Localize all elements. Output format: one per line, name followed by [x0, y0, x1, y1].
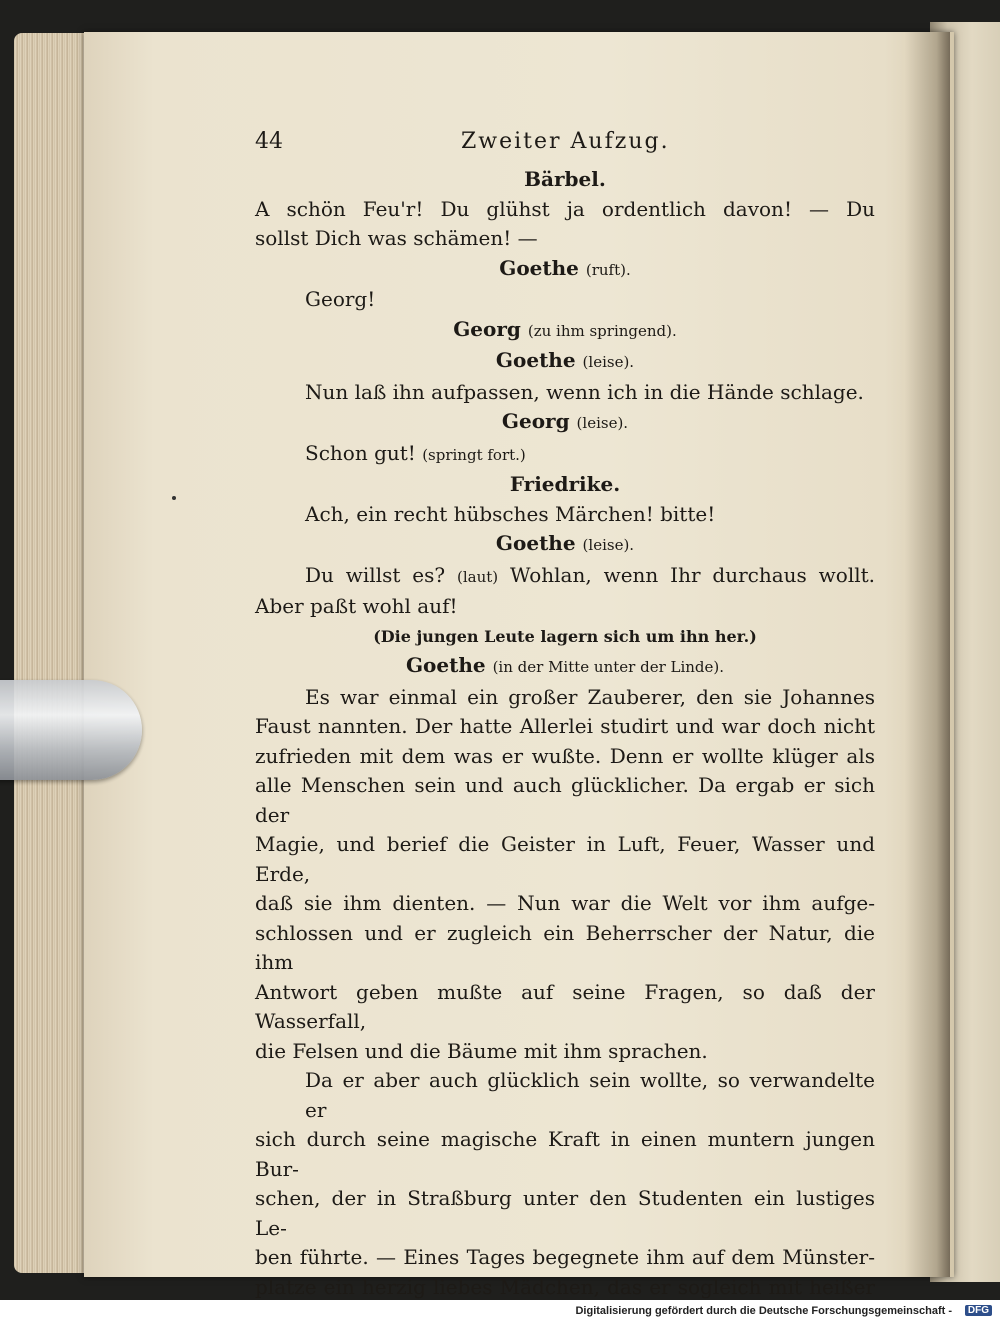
- text-line: die Felsen und die Bäume mit ihm sprachen.: [255, 1038, 708, 1063]
- stage-direction: (leise).: [576, 414, 629, 432]
- speaker-name: Friedrike.: [509, 472, 621, 496]
- gutter-shadow: [905, 32, 950, 1277]
- speaker-heading: [255, 254, 875, 286]
- page-header: [255, 125, 875, 165]
- text-line: platze ein herzig liebes Mädchen, das er sogleich mit heißer: [255, 1274, 875, 1299]
- text-line: daß sie ihm dienten. — Nun war die Welt vor ihm aufge-: [255, 891, 875, 915]
- speaker-heading: [255, 407, 875, 439]
- speaker-name: Goethe: [499, 255, 579, 280]
- speaker-heading: [255, 346, 875, 378]
- funding-credit: Digitalisierung gefördert durch die Deutsche Forschungsgemeinschaft -: [575, 1305, 952, 1317]
- text-line: schlossen und er zugleich ein Beherrscher der Natur, die ihm: [255, 920, 875, 974]
- text-line: sich durch seine magische Kraft in einen muntern jungen Bur-: [255, 1127, 875, 1181]
- text-line: Nun laß ihn aufpassen, wenn ich in die Hände schlage.: [305, 379, 864, 404]
- stage-direction: (ruft).: [585, 260, 631, 279]
- stage-direction: (leise).: [582, 536, 635, 554]
- speaker-name: Georg: [453, 316, 521, 341]
- running-head: Zweiter Aufzug.: [461, 129, 670, 154]
- speaker-name: Bärbel.: [524, 167, 606, 191]
- text-line: zufrieden mit dem was er wußte. Denn er wollte klüger als: [255, 743, 875, 768]
- speaker-name: Goethe: [495, 531, 576, 555]
- stage-direction: (leise).: [582, 353, 635, 371]
- line-text: Wohlan, wenn Ihr durchaus wollt.: [510, 562, 876, 587]
- line-text: Schon gut!: [305, 440, 416, 465]
- text-line: [255, 561, 875, 593]
- stage-direction: (zu ihm springend).: [527, 321, 677, 340]
- ink-speck: [172, 496, 176, 500]
- text-line: Ach, ein recht hübsches Märchen! bitte!: [305, 501, 716, 526]
- text-line: Georg!: [305, 287, 376, 311]
- stage-direction: (Die jungen Leute lagern sich um ihn her.): [373, 626, 757, 646]
- speaker-heading: [255, 315, 875, 347]
- text-line: Da er aber auch glücklich sein wollte, so verwandelte er: [305, 1068, 875, 1122]
- text-line: [255, 439, 875, 471]
- text-line: Magie, und berief die Geister in Luft, Feuer, Wasser und Erde,: [255, 832, 875, 886]
- page-number: 44: [255, 129, 283, 154]
- text-line: alle Menschen sein und auch glücklicher. Da ergab er sich der: [255, 773, 875, 827]
- speaker-heading: [255, 651, 875, 683]
- stage-direction: (laut): [457, 567, 499, 586]
- page-clip: [0, 680, 142, 780]
- text-line: Aber paßt wohl auf!: [255, 594, 458, 618]
- stage-direction: (springt fort.): [422, 445, 526, 464]
- speaker-heading: [255, 165, 875, 195]
- text-line: ben führte. — Eines Tages begegnete ihm auf dem Münster-: [255, 1245, 875, 1269]
- text-line: Faust nannten. Der hatte Allerlei studirt und war doch nicht: [255, 714, 875, 738]
- text-line: Es war einmal ein großer Zauberer, den sie Johannes: [305, 684, 875, 709]
- text-line: schen, der in Straßburg unter den Studenten ein lustiges Le-: [255, 1186, 875, 1240]
- speaker-name: Georg: [501, 409, 570, 433]
- speaker-name: Goethe: [495, 348, 576, 372]
- stage-direction: (in der Mitte unter der Linde).: [492, 658, 725, 676]
- speaker-name: Goethe: [405, 653, 486, 677]
- speaker-heading: [255, 529, 875, 561]
- text-line: Antwort geben mußte auf seine Fragen, so daß der Wasserfall,: [255, 979, 875, 1033]
- speaker-heading: [255, 470, 875, 500]
- page-text: [255, 125, 875, 1300]
- play-text: [255, 165, 875, 1300]
- digitization-footer: [0, 1300, 1000, 1322]
- line-text: Du willst es?: [305, 562, 446, 587]
- dfg-logo: DFG: [965, 1305, 992, 1316]
- text-line: sollst Dich was schämen! —: [255, 226, 538, 250]
- text-line: A schön Feu'r! Du glühst ja ordentlich davon! — Du: [255, 196, 875, 221]
- page-edges: [14, 33, 94, 1273]
